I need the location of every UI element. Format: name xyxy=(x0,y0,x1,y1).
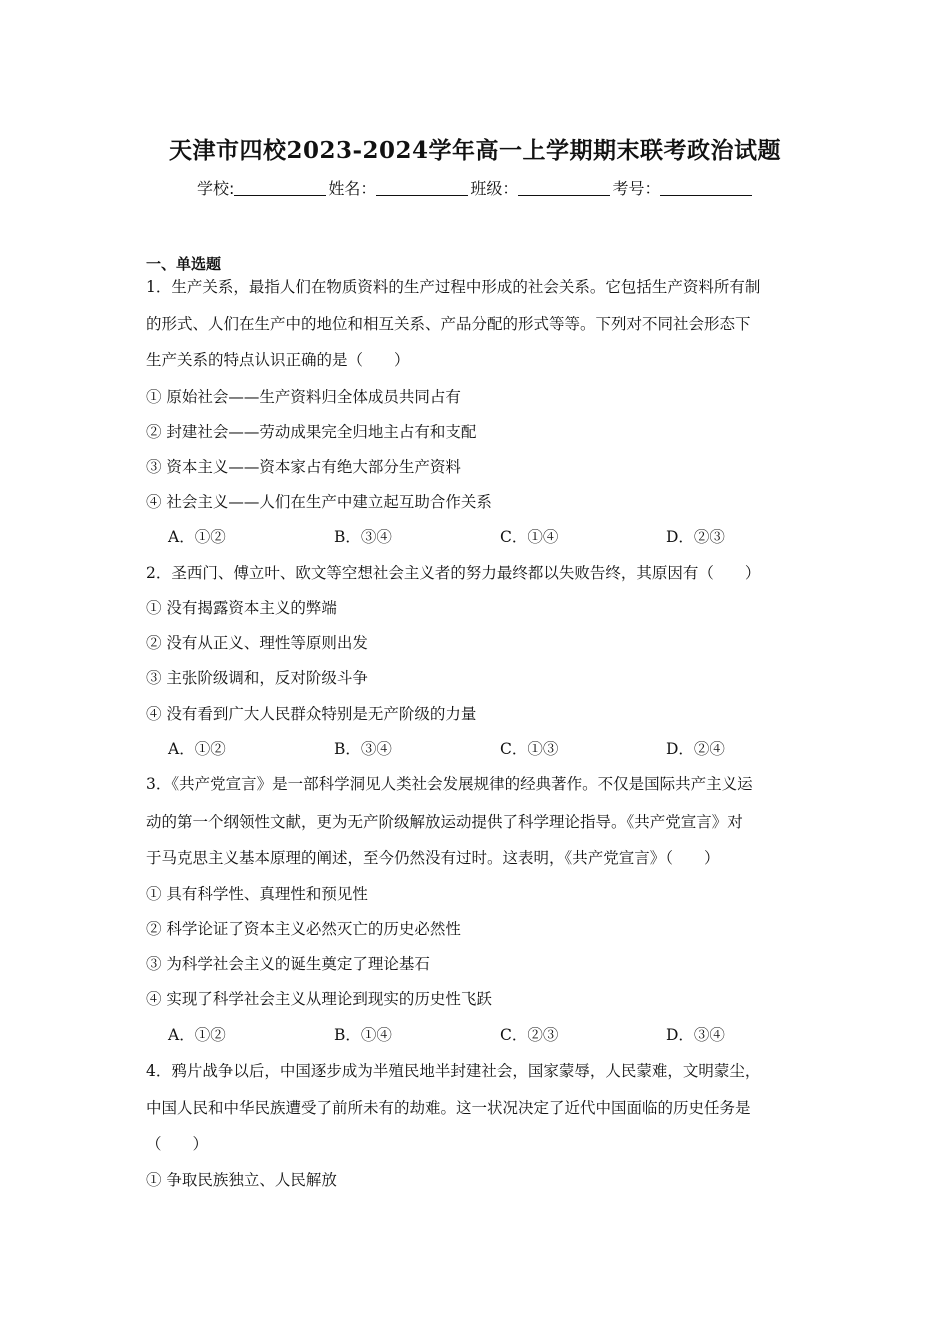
name-blank[interactable] xyxy=(376,181,468,196)
q4-item-1: ① 争取民族独立、人民解放 xyxy=(146,1171,337,1189)
page-title: 天津市四校2023-2024学年高一上学期期末联考政治试题 xyxy=(168,137,782,164)
id-blank[interactable] xyxy=(660,181,752,196)
section-heading: 一、单选题 xyxy=(146,255,222,273)
school-blank[interactable] xyxy=(234,181,326,196)
q1-item-1: ① 原始社会——生产资料归全体成员共同占有 xyxy=(146,388,461,406)
q2-item-1: ① 没有揭露资本主义的弊端 xyxy=(146,599,337,617)
q1-option-c[interactable]: C．①④ xyxy=(500,528,559,546)
q2-option-d[interactable]: D．②④ xyxy=(666,740,725,758)
q2-option-b[interactable]: B．③④ xyxy=(334,740,392,758)
class-blank[interactable] xyxy=(518,181,610,196)
q1-item-2: ② 封建社会——劳动成果完全归地主占有和支配 xyxy=(146,423,477,441)
q2-options xyxy=(168,739,832,759)
student-info-row xyxy=(197,176,754,199)
id-label: 考号： xyxy=(612,179,661,198)
q4-stem-line-1: 4．鸦片战争以后，中国逐步成为半殖民地半封建社会，国家蒙辱，人民蒙难，文明蒙尘， xyxy=(146,1062,761,1080)
name-label: 姓名： xyxy=(328,179,377,198)
q3-item-1: ① 具有科学性、真理性和预见性 xyxy=(146,885,368,903)
q3-stem-line-3: 于马克思主义基本原理的阐述，至今仍然没有过时。这表明，《共产党宣言》（ ） xyxy=(146,849,720,867)
q2-item-4: ④ 没有看到广大人民群众特别是无产阶级的力量 xyxy=(146,705,477,723)
q2-option-c[interactable]: C．①③ xyxy=(500,740,559,758)
q1-option-b[interactable]: B．③④ xyxy=(334,528,392,546)
q3-stem-line-2: 动的第一个纲领性文献，更为无产阶级解放运动提供了科学理论指导。《共产党宣言》对 xyxy=(146,813,743,831)
q1-option-d[interactable]: D．②③ xyxy=(666,528,725,546)
q3-option-a[interactable]: A．①② xyxy=(168,1026,226,1044)
school-label: 学校: xyxy=(197,179,235,198)
q1-stem-line-3: 生产关系的特点认识正确的是（ ） xyxy=(146,351,410,369)
q1-options xyxy=(168,527,832,547)
q3-stem-line-1: 3．《共产党宣言》是一部科学洞见人类社会发展规律的经典著作。不仅是国际共产主义运 xyxy=(146,775,753,793)
q3-option-c[interactable]: C．②③ xyxy=(500,1026,559,1044)
q2-item-2: ② 没有从正义、理性等原则出发 xyxy=(146,634,368,652)
q2-option-a[interactable]: A．①② xyxy=(168,740,226,758)
q2-stem-line-1: 2．圣西门、傅立叶、欧文等空想社会主义者的努力最终都以失败告终，其原因有（ ） xyxy=(146,564,761,582)
q3-option-d[interactable]: D．③④ xyxy=(666,1026,725,1044)
q1-stem-line-2: 的形式、人们在生产中的地位和相互关系、产品分配的形式等等。下列对不同社会形态下 xyxy=(146,315,751,333)
q2-item-3: ③ 主张阶级调和，反对阶级斗争 xyxy=(146,669,368,687)
q1-item-3: ③ 资本主义——资本家占有绝大部分生产资料 xyxy=(146,458,461,476)
class-label: 班级： xyxy=(470,179,519,198)
q1-item-4: ④ 社会主义——人们在生产中建立起互助合作关系 xyxy=(146,493,492,511)
q3-item-4: ④ 实现了科学社会主义从理论到现实的历史性飞跃 xyxy=(146,990,492,1008)
q3-options xyxy=(168,1025,832,1045)
q1-stem-line-1: 1．生产关系，最指人们在物质资料的生产过程中形成的社会关系。它包括生产资料所有制 xyxy=(146,278,761,296)
q3-option-b[interactable]: B．①④ xyxy=(334,1026,392,1044)
q4-stem-line-2: 中国人民和中华民族遭受了前所未有的劫难。这一状况决定了近代中国面临的历史任务是 xyxy=(146,1099,751,1117)
q3-item-2: ② 科学论证了资本主义必然灭亡的历史必然性 xyxy=(146,920,461,938)
q1-option-a[interactable]: A．①② xyxy=(168,528,226,546)
q4-stem-line-3: （ ） xyxy=(146,1135,209,1153)
q3-item-3: ③ 为科学社会主义的诞生奠定了理论基石 xyxy=(146,955,430,973)
